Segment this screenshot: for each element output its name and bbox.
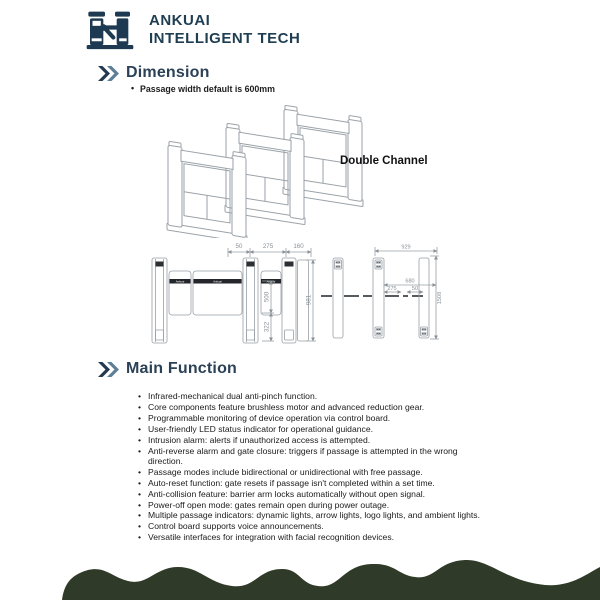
feature-list-item: • Intrusion alarm: alerts if unauthorized access is attempted. xyxy=(138,435,490,445)
passage-width-note: • Passage width default is 600mm xyxy=(131,84,275,94)
front-view-drawing xyxy=(152,243,316,343)
feature-list-item: • Versatile interfaces for integration with facial recognition devices. xyxy=(138,532,490,542)
dim-front-passage: 275 xyxy=(262,243,274,250)
gate-brand-strip-3: Ankuai xyxy=(266,279,276,284)
feature-list-item: • Programmable monitoring of device operation via control board. xyxy=(138,413,490,423)
dim-front-arm: 50 xyxy=(235,243,243,250)
brand-name xyxy=(149,12,300,47)
main-function-section-header xyxy=(98,360,237,378)
feature-list-item: • Anti-reverse alarm and gate closure: triggers if passage is attempted in the wrong direction. xyxy=(138,446,490,467)
feature-list-item: • Infrared-mechanical dual anti-pinch function. xyxy=(138,391,490,401)
dim-front-base-height: 322 xyxy=(263,321,271,333)
main-function-section-title: Main Function xyxy=(126,360,238,377)
dim-front-glass-height: 500 xyxy=(263,291,271,303)
dim-top-inner: 680 xyxy=(405,278,415,285)
technical-drawings xyxy=(140,238,470,353)
footer-wave xyxy=(0,554,600,600)
double-chevron-icon xyxy=(98,362,119,377)
top-view-drawing xyxy=(321,245,443,340)
double-channel-label: Double Channel xyxy=(340,155,428,167)
dim-top-passage: 275 xyxy=(387,286,397,292)
feature-list-item: • Power-off open mode: gates remain open during power outage. xyxy=(138,500,490,510)
footer-wave-shape xyxy=(62,560,600,600)
double-chevron-icon xyxy=(98,66,119,81)
feature-list-item: • Multiple passage indicators: dynamic lights, arrow lights, logo lights, and ambient lights. xyxy=(138,510,490,520)
dimension-section-header xyxy=(98,64,210,82)
double-channel-drawing xyxy=(165,103,395,238)
feature-list-item: • Auto-reset function: gate resets if passage isn't completed within a set time. xyxy=(138,478,490,488)
header xyxy=(85,8,300,52)
dim-top-arm: 50 xyxy=(411,286,419,292)
turnstile-logo-icon xyxy=(85,8,135,52)
feature-list-item: • Passage modes include bidirectional or unidirectional with free passage. xyxy=(138,467,490,477)
dimension-section-title: Dimension xyxy=(126,64,210,81)
dim-top-depth: 929 xyxy=(401,244,411,251)
dim-front-cabinet: 160 xyxy=(293,243,304,250)
main-function-list xyxy=(138,391,490,543)
dim-front-total-height: 981 xyxy=(305,294,313,306)
gate-brand-strip-2: Ankuai xyxy=(213,279,222,284)
feature-list-item: • User-friendly LED status indicator for operational guidance. xyxy=(138,424,490,434)
feature-list-item: • Anti-collision feature: barrier arm locks automatically without open signal. xyxy=(138,489,490,499)
brand-line1: ANKUAI xyxy=(149,12,211,30)
feature-list-item: • Control board supports voice announcements. xyxy=(138,521,490,531)
dim-top-length: 1508 xyxy=(437,291,443,305)
brand-line2: INTELLIGENT TECH xyxy=(149,30,301,47)
gate-brand-strip-1: Ankuai xyxy=(175,279,185,284)
feature-list-item: • Core components feature brushless motor and advanced reduction gear. xyxy=(138,402,490,412)
